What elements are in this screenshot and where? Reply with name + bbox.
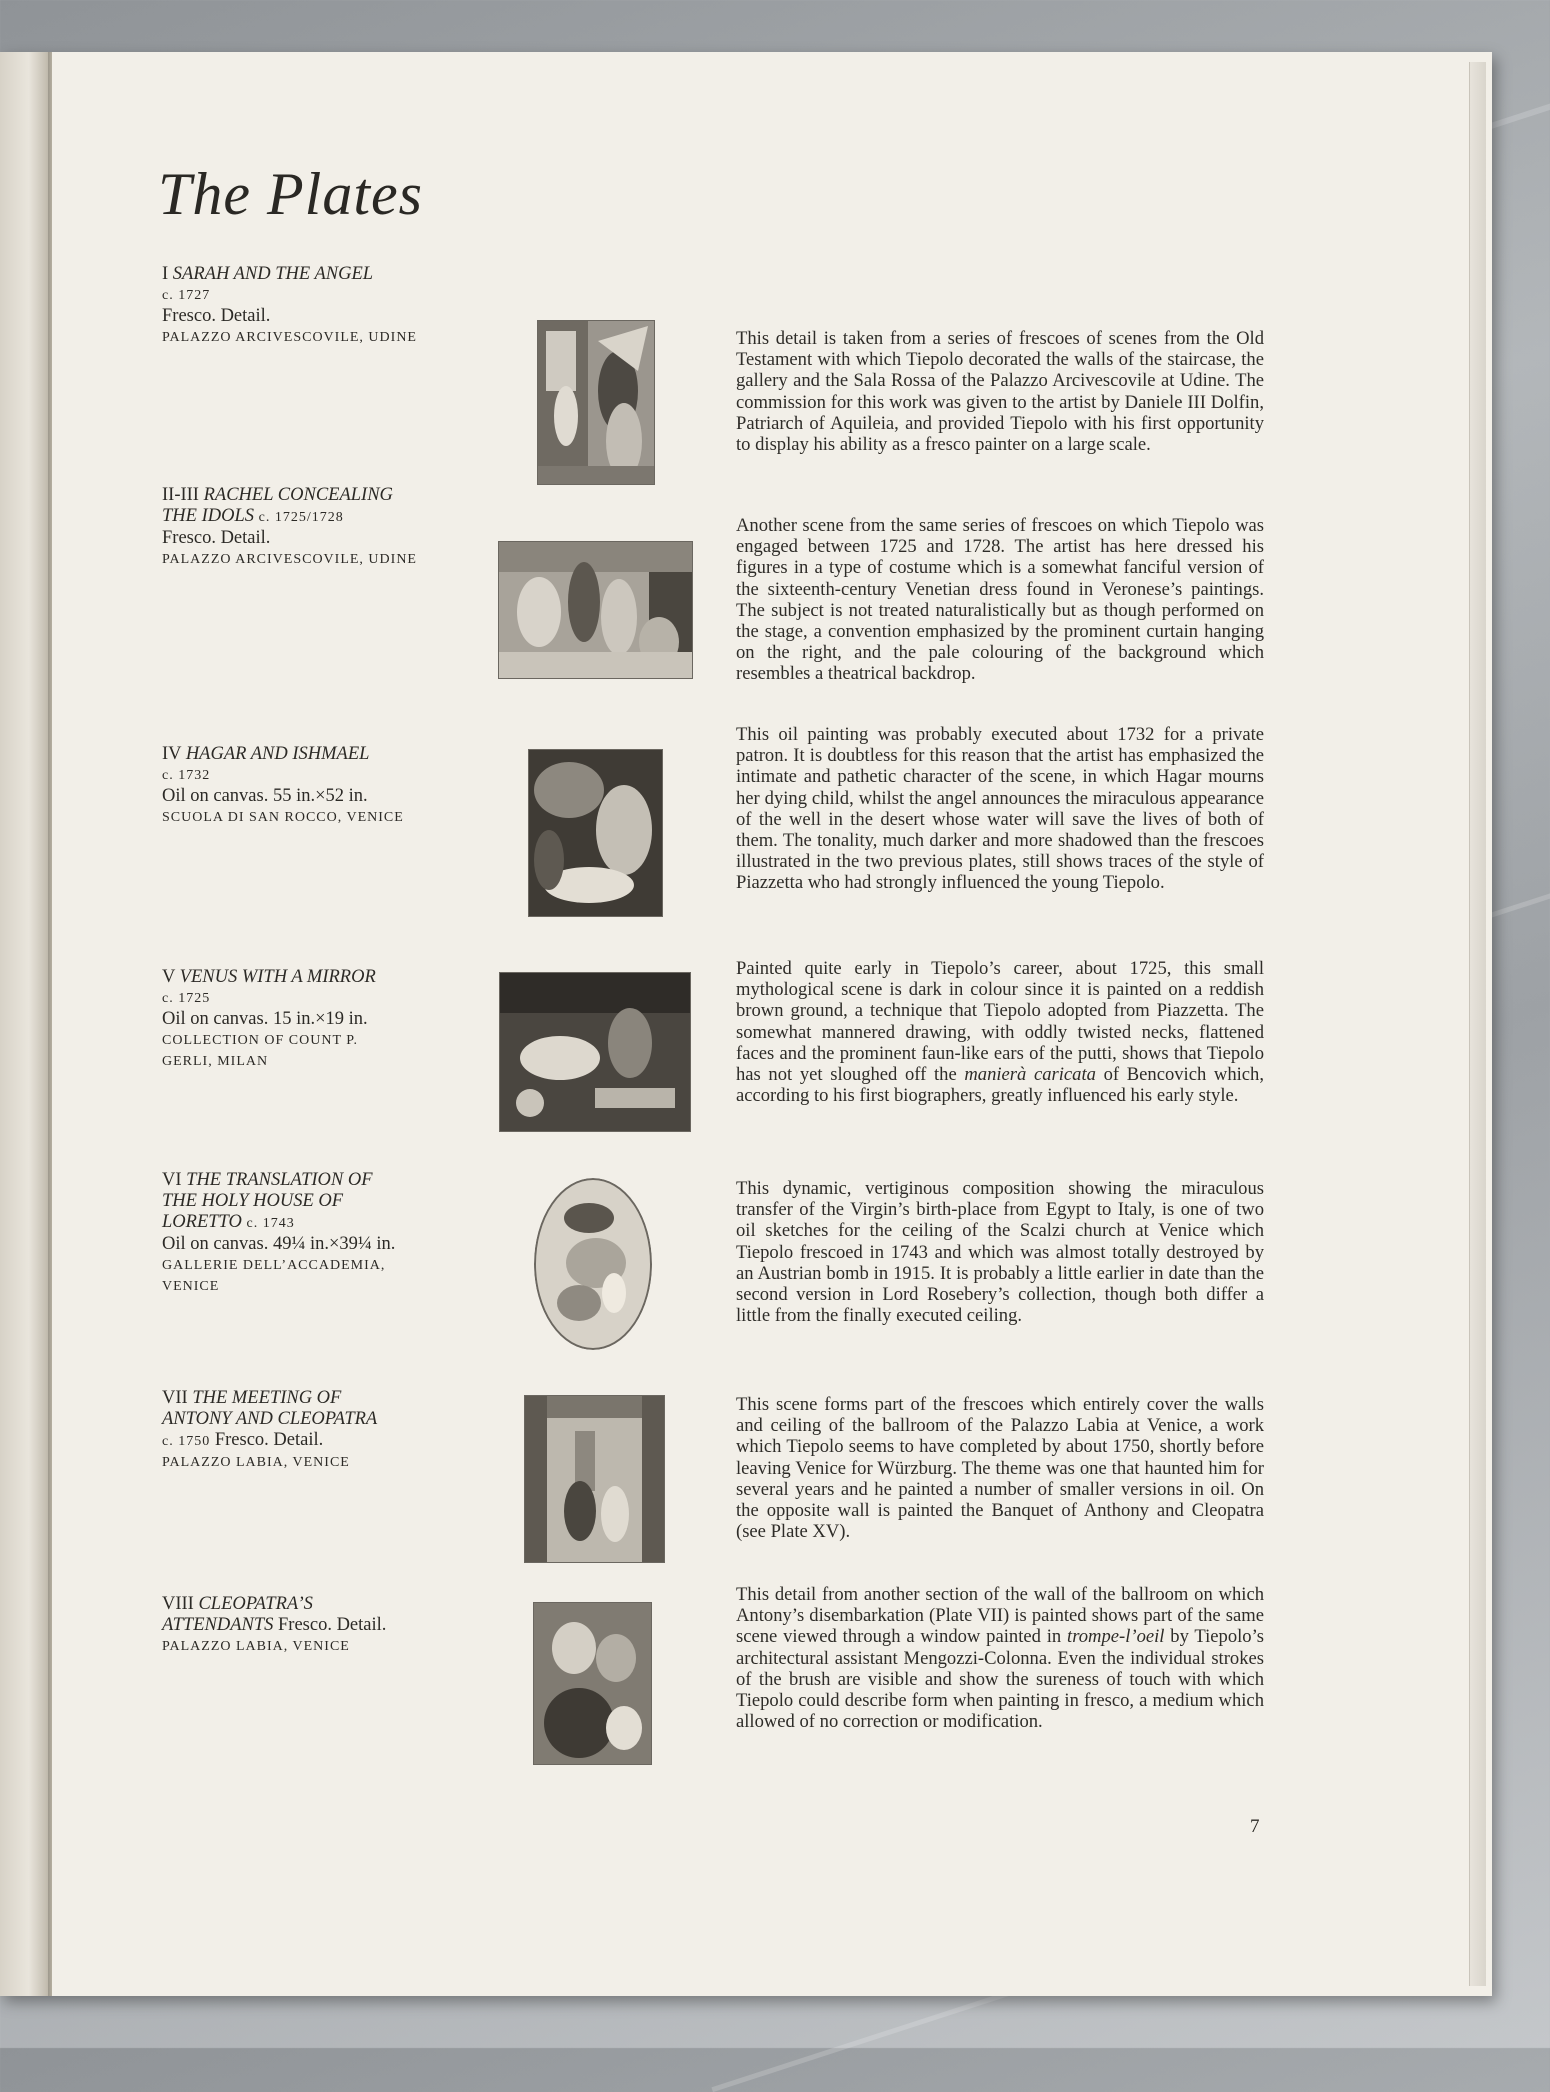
page-number: 7 — [1250, 1816, 1260, 1837]
plate-title: VENUS WITH A MIRROR — [179, 967, 376, 987]
plate-location: PALAZZO LABIA, VENICE — [162, 1455, 350, 1470]
plate-medium: Oil on canvas. 49¼ in.×39¼ in. — [162, 1234, 396, 1254]
plate-description: This scene forms part of the frescoes which entirely cover the walls and ceiling of the ballroom of the Palazzo Labia at Venice, a work which Tiepolo seems to have completed by about 1750, shortly before leaving Venice for Würzburg. The theme was one that haunted him for several years and he painted a number of smaller versions in oil. On the opposite wall is painted the Banquet of Anthony and Cleopatra (see Plate XV). — [736, 1394, 1264, 1543]
plate-caption — [162, 264, 472, 348]
plate-date: c. 1743 — [246, 1216, 295, 1231]
page-title: The Plates — [158, 161, 423, 227]
plate-title: THE MEETING OF — [192, 1388, 342, 1408]
plate-thumbnail-sarah-and-the-angel — [537, 320, 655, 485]
plate-date: c. 1750 — [162, 1434, 211, 1449]
description-italic-term: trompe-l’oeil — [1067, 1626, 1165, 1648]
plate-date: c. 1732 — [162, 768, 211, 783]
book-page — [0, 52, 1492, 1996]
plate-title: CLEOPATRA’S — [198, 1594, 313, 1614]
plate-medium: Oil on canvas. 55 in.×52 in. — [162, 786, 368, 806]
plate-date: c. 1725 — [162, 991, 211, 1006]
plate-location: COLLECTION OF COUNT P. — [162, 1033, 358, 1048]
plate-description: Another scene from the same series of frescoes on which Tiepolo was engaged between 1725 and 1728. The artist has here dressed his figures in a type of costume which is a somewhat fanciful version of the sixteenth-century Venetian dress found in Veronese’s paintings. The subject is not treated naturalistically but as though performed on the stage, a convention emphasized by the prominent curtain hanging on the right, and the pale colouring of the background which resembles a theatrical backdrop. — [736, 515, 1264, 685]
plate-location: PALAZZO ARCIVESCOVILE, UDINE — [162, 330, 417, 345]
book-gutter — [0, 52, 52, 1996]
plate-location: PALAZZO LABIA, VENICE — [162, 1639, 350, 1654]
description-text: This detail from another section of the wall of the ballroom on which Antony’s disembarkation (Plate VII) is painted shows part of the same scene viewed through a window painted in — [736, 1584, 1264, 1648]
plate-title: RACHEL CONCEALING — [203, 485, 393, 505]
plate-numeral: V — [162, 967, 176, 987]
plate-caption — [162, 967, 472, 1072]
description-text: Painted quite early in Tiepolo’s career, about 1725, this small mythological scene is dark in colour since it is painted on a reddish brown ground, a technique that Tiepolo adopted from Piazzetta. The somewhat mannered drawing, with oddly twisted necks, flattened faces and the prominent faun-like ears of the putti, shows that Tiepolo has not yet sloughed off the — [736, 958, 1264, 1086]
plate-description: This dynamic, vertiginous composition showing the miraculous transfer of the Virgin’s birth-place from Egypt to Italy, is one of two oil sketches for the ceiling of the Scalzi church at Venice which Tiepolo frescoed in 1743 and which was almost totally destroyed by an Austrian bomb in 1915. It is probably a little earlier in date than the second version in Lord Rosebery’s collection, though both differ a little from the finally executed ceiling. — [736, 1178, 1264, 1327]
plate-title: SARAH AND THE ANGEL — [172, 264, 374, 284]
plate-numeral: VII — [162, 1388, 188, 1408]
plate-thumbnail-meeting-of-antony-and-cleopatra — [524, 1395, 665, 1563]
plate-numeral: VIII — [162, 1594, 194, 1614]
plate-location-cont: VENICE — [162, 1279, 220, 1294]
description-text-cont: by Tiepolo’s architectural assistant Mengozzi-Colonna. Even the individual strokes of the brush are visible and show the sureness of touch with which Tiepolo could describe form when painting in fresco, a medium which allowed of no correction or modification. — [736, 1626, 1264, 1733]
plate-date: c. 1725/1728 — [258, 510, 344, 525]
plate-medium: Oil on canvas. 15 in.×19 in. — [162, 1009, 368, 1029]
plate-medium: Fresco. Detail. — [214, 1430, 324, 1450]
plate-description — [736, 958, 1264, 1106]
gutter-fold-shadow — [48, 52, 52, 1996]
plate-title-cont: ANTONY AND CLEOPATRA — [162, 1409, 378, 1429]
plate-thumbnail-hagar-and-ishmael — [528, 749, 663, 917]
plate-location: GALLERIE DELL’ACCADEMIA, — [162, 1258, 386, 1273]
plate-thumbnail-translation-of-the-holy-house — [534, 1178, 652, 1350]
plate-caption — [162, 1594, 472, 1657]
plate-numeral: IV — [162, 744, 182, 764]
plate-thumbnail-cleopatras-attendants — [533, 1602, 652, 1765]
plate-title: HAGAR AND ISHMAEL — [185, 744, 370, 764]
plate-title-cont: THE HOLY HOUSE OF — [162, 1191, 344, 1211]
plate-medium: Fresco. Detail. — [162, 306, 271, 326]
page-edge — [1469, 62, 1486, 1986]
plate-title-cont: THE IDOLS — [162, 506, 254, 526]
description-italic-term: manierà caricata — [964, 1064, 1096, 1086]
plate-numeral: I — [162, 264, 169, 284]
plate-title-cont: LORETTO — [162, 1212, 242, 1232]
plate-description: This oil painting was probably executed about 1732 for a private patron. It is doubtless for this reason that the artist has emphasized the intimate and pathetic character of the scene, in which Hagar mourns her dying child, whilst the angel announces the miraculous appearance of the well in the desert whose water will save the lives of both of them. The tonality, much darker and more shadowed than the frescoes illustrated in the two previous plates, still shows traces of the style of Piazzetta who had strongly influenced the young Tiepolo. — [736, 724, 1264, 894]
plate-caption — [162, 744, 472, 828]
plate-thumbnail-venus-with-a-mirror — [499, 972, 691, 1132]
plate-medium: Fresco. Detail. — [278, 1615, 387, 1635]
plate-location: SCUOLA DI SAN ROCCO, VENICE — [162, 810, 404, 825]
plate-description — [736, 1584, 1264, 1732]
plate-title: THE TRANSLATION OF — [186, 1170, 373, 1190]
plate-caption — [162, 485, 472, 570]
plate-location-cont: GERLI, MILAN — [162, 1054, 269, 1069]
description-text-cont: of Bencovich which, according to his first biographers, greatly influenced his early style. — [736, 1064, 1264, 1107]
plate-caption — [162, 1170, 472, 1297]
plate-caption — [162, 1388, 472, 1473]
plate-thumbnail-rachel-concealing-the-idols — [498, 541, 693, 679]
plate-description: This detail is taken from a series of frescoes of scenes from the Old Testament with which Tiepolo decorated the walls of the staircase, the gallery and the Sala Rossa of the Palazzo Arcivescovile at Udine. The commission for this work was given to the artist by Daniele III Dolfin, Patriarch of Aquileia, and provided Tiepolo with his first opportunity to display his ability as a fresco painter on a large scale. — [736, 328, 1264, 456]
plate-location: PALAZZO ARCIVESCOVILE, UDINE — [162, 552, 417, 567]
plate-numeral: VI — [162, 1170, 182, 1190]
plate-date: c. 1727 — [162, 288, 211, 303]
plate-title-cont: ATTENDANTS — [162, 1615, 274, 1635]
plate-medium: Fresco. Detail. — [162, 528, 271, 548]
plate-numeral: II-III — [162, 485, 199, 505]
